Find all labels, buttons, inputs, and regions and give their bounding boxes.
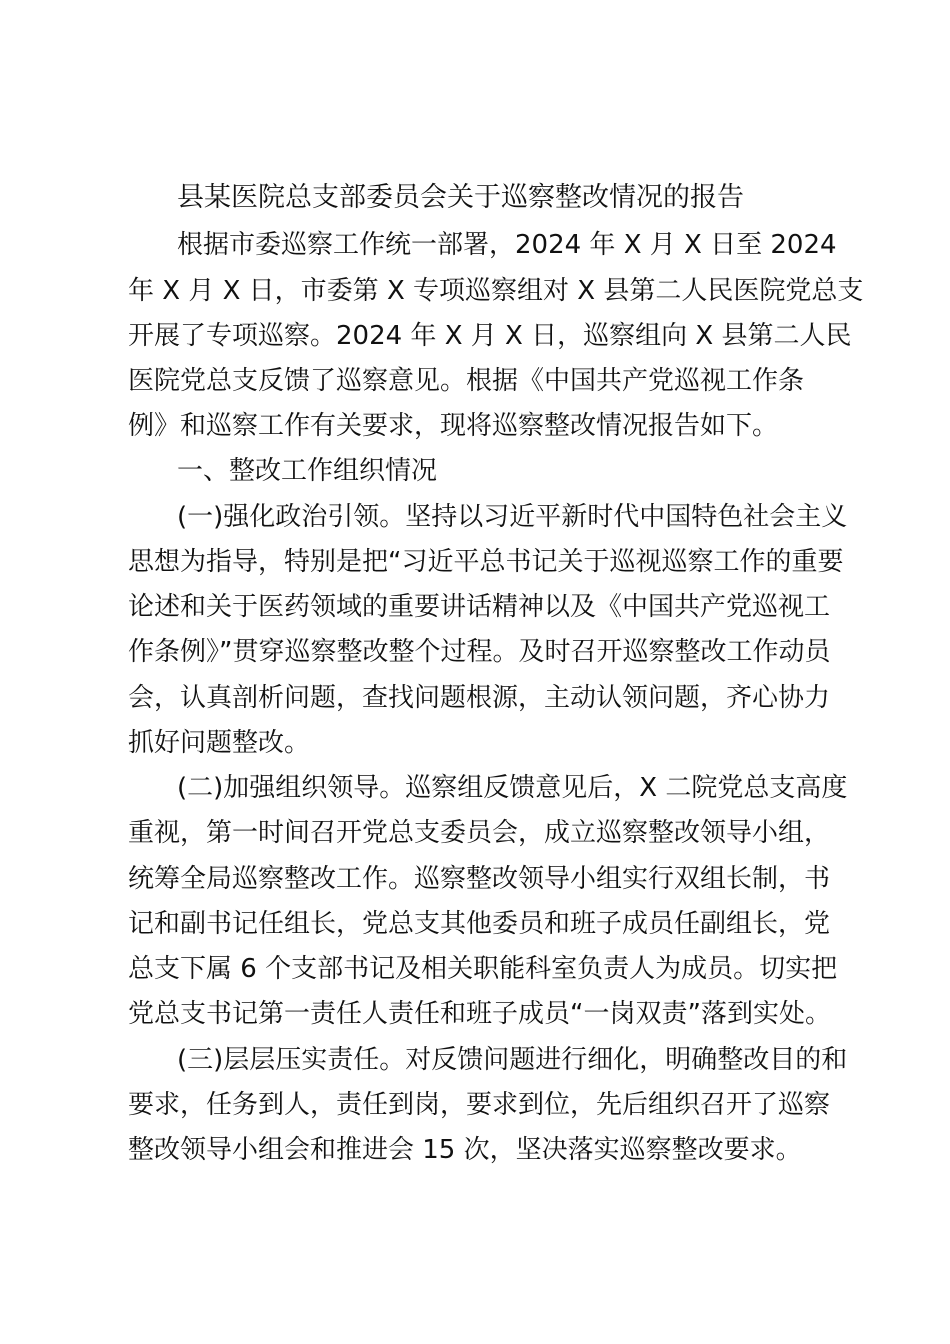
paragraph-two-line-5: 总支下属 6 个支部书记及相关职能科室负责人为成员。切实把 — [128, 954, 838, 984]
paragraph-one-line-5: 会，认真剖析问题，查找问题根源，主动认领问题，齐心协力 — [128, 683, 831, 713]
section-heading: 一、整改工作组织情况 — [177, 456, 438, 486]
paragraph-one-line-3: 论述和关于医药领域的重要讲话精神以及《中国共产党巡视工 — [128, 592, 831, 622]
paragraph-intro-line-1: 根据市委巡察工作统一部署，2024 年 X 月 X 日至 2024 — [177, 230, 837, 260]
paragraph-two-line-4: 记和副书记任组长，党总支其他委员和班子成员任副组长，党 — [128, 909, 831, 939]
paragraph-two-line-3: 统筹全局巡察整改工作。巡察整改领导小组实行双组长制，书 — [128, 864, 831, 894]
paragraph-one-line-2: 思想为指导，特别是把“习近平总书记关于巡视巡察工作的重要 — [128, 547, 844, 577]
paragraph-one-line-1: (一)强化政治引领。坚持以习近平新时代中国特色社会主义 — [177, 502, 848, 532]
paragraph-one-line-6: 抓好问题整改。 — [128, 728, 311, 758]
paragraph-intro-line-4: 医院党总支反馈了巡察意见。根据《中国共产党巡视工作条 — [128, 366, 805, 396]
document-title: 县某医院总支部委员会关于巡察整改情况的报告 — [177, 182, 744, 213]
paragraph-three-line-3: 整改领导小组会和推进会 15 次，坚决落实巡察整改要求。 — [128, 1135, 802, 1165]
paragraph-intro-line-5: 例》和巡察工作有关要求，现将巡察整改情况报告如下。 — [128, 411, 779, 441]
paragraph-two-line-2: 重视，第一时间召开党总支委员会，成立巡察整改领导小组， — [128, 818, 831, 848]
paragraph-two-line-1: (二)加强组织领导。巡察组反馈意见后，X 二院党总支高度 — [177, 773, 848, 803]
paragraph-one-line-4: 作条例》”贯穿巡察整改整个过程。及时召开巡察整改工作动员 — [128, 637, 831, 667]
paragraph-intro-line-3: 开展了专项巡察。2024 年 X 月 X 日，巡察组向 X 县第二人民 — [128, 321, 852, 351]
paragraph-three-line-1: (三)层层压实责任。对反馈问题进行细化，明确整改目的和 — [177, 1045, 848, 1075]
paragraph-three-line-2: 要求，任务到人，责任到岗，要求到位，先后组织召开了巡察 — [128, 1090, 831, 1120]
paragraph-intro-line-2: 年 X 月 X 日，市委第 X 专项巡察组对 X 县第二人民医院党总支 — [128, 276, 864, 306]
paragraph-two-line-6: 党总支书记第一责任人责任和班子成员“一岗双责”落到实处。 — [128, 999, 831, 1029]
